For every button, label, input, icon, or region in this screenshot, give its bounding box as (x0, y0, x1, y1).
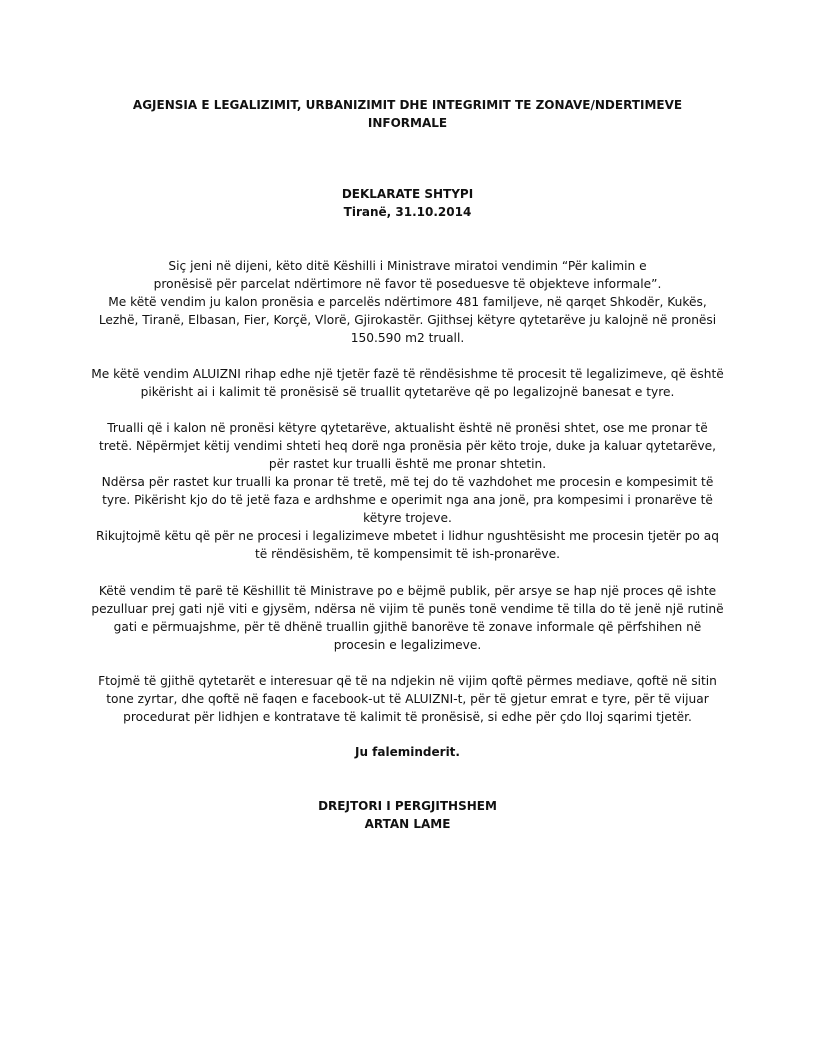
paragraph-2-text: Me këtë vendim ALUIZNI rihap edhe një tjetër fazë të rëndësishme të procesit të legalizimeve, që është pikërisht ai i kalimit të pronësisë së truallit qytetarëve që po legalizojnë banesat e tyre. (91, 367, 724, 399)
signer-title: DREJTORI I PERGJITHSHEM (318, 799, 497, 813)
agency-line-2: INFORMALE (367, 116, 448, 130)
paragraph-3a: Trualli që i kalon në pronësi këtyre qytetarëve, aktualisht është në pronësi shtet, ose me pronar të tretë. Nëpërmjet këtij vendimi shteti heq dorë nga pronësia për këto troje, duke ja kaluar qytetarëve, për rastet kur trualli është me pronar shtetin. (98, 421, 717, 471)
declaration-place-date: Tiranë, 31.10.2014 (343, 205, 472, 219)
declaration-title: DEKLARATE SHTYPI (341, 187, 474, 201)
paragraph-1a: Siç jeni në dijeni, këto ditë Këshilli i Ministrave miratoi vendimin “Për kalimin e pronësisë për parcelat ndërtimore në favor të poseduesve të objekteve informale”. (153, 259, 662, 291)
paragraph-5-text: Ftojmë të gjithë qytetarët e interesuar që të na ndjekin në vijim qoftë përmes mediave, qoftë në sitin tone zyrtar, dhe qoftë në faqen e facebook-ut të ALUIZNI-t, për të gjetur emrat e tyre, për të vijuar procedurat për lidhjen e kontratave të kalimit të pronësisë, si edhe për çdo lloj sqarimi tjetër. (98, 674, 717, 724)
paragraph-4-text: Këtë vendim të parë të Këshillit të Ministrave po e bëjmë publik, për arsye se hap një proces që ishte pezulluar prej gati një viti e gjysëm, ndërsa në vijim të punës tonë vendime të tilla do të jenë një rutinë gati e përmuajshme, për të dhënë truallin gjithë banorëve të zonave informale që përfshihen në procesin e legalizimeve. (91, 584, 724, 652)
paragraph-1 (90, 257, 725, 347)
signer-name: ARTAN LAME (364, 817, 451, 831)
paragraph-2 (90, 365, 725, 401)
paragraph-3 (90, 419, 725, 563)
paragraph-1b: Me këtë vendim ju kalon pronësia e parcelës ndërtimore 481 familjeve, në qarqet Shkodër, Kukës, Lezhë, Tiranë, Elbasan, Fier, Korçë, Vlorë, Gjirokastër. Gjithsej këtyre qytetarëve ju kalojnë në pronësi 150.590 m2 truall. (98, 295, 717, 345)
paragraph-3c: Rikujtojmë këtu që për ne procesi i legalizimeve mbetet i lidhur ngushtësisht me procesin tjetër po aq të rëndësishëm, të kompensimit të ish-pronarëve. (96, 529, 719, 561)
thanks-text: Ju faleminderit. (355, 745, 460, 759)
paragraph-5 (90, 672, 725, 726)
declaration-heading (90, 185, 725, 221)
agency-line-1: AGJENSIA E LEGALIZIMIT, URBANIZIMIT DHE INTEGRIMIT TE ZONAVE/NDERTIMEVE (132, 98, 683, 112)
signature-block (90, 797, 725, 833)
agency-heading (90, 96, 725, 132)
paragraph-4 (90, 582, 725, 654)
paragraph-3b: Ndërsa për rastet kur trualli ka pronar të tretë, më tej do të vazhdohet me procesin e kompesimit të tyre. Pikërisht kjo do të jetë faza e ardhshme e operimit nga ana jonë, pra kompesimi i pronarëve të këtyre trojeve. (101, 475, 714, 525)
